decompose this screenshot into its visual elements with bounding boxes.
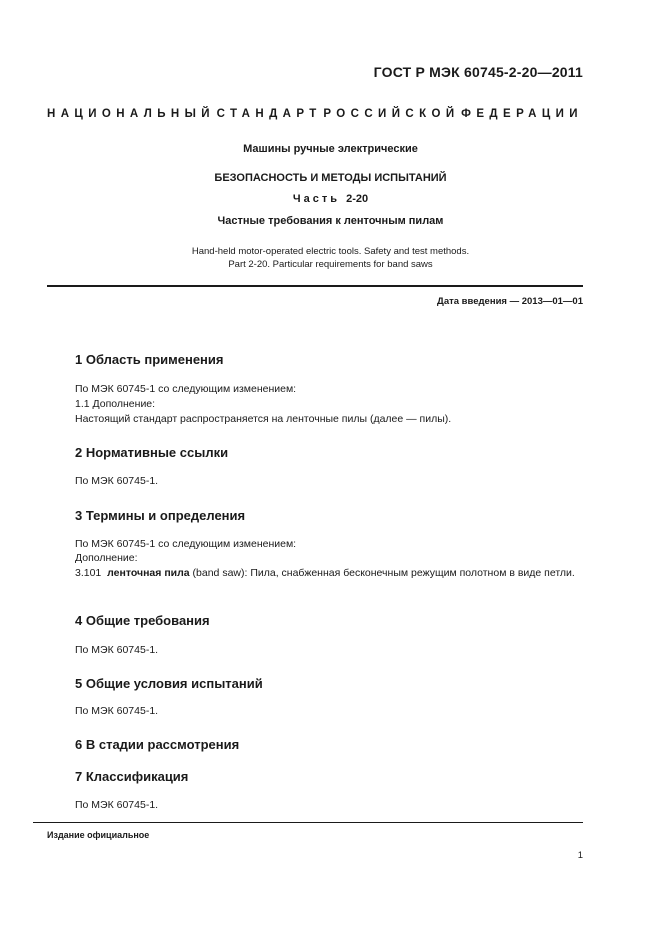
section-text: Настоящий стандарт распространяется на ленточные пилы (далее — пилы). (75, 413, 452, 425)
page-number: 1 (577, 850, 583, 861)
section-text: 1.1 Дополнение: (75, 398, 156, 410)
section-text: По МЭК 60745-1. (75, 799, 159, 811)
section-text: По МЭК 60745-1 со следующим изменением: (75, 383, 297, 395)
section-text: Дополнение: (75, 552, 138, 564)
standard-banner (47, 108, 583, 120)
title-line-1: Машины ручные электрические (243, 143, 418, 155)
definition-text: (band saw): Пила, снабженная бесконечным режущим полотном в виде петли. (192, 567, 575, 579)
footer-divider (33, 822, 583, 823)
official-edition-note: Издание официальное (47, 830, 150, 840)
title-line-4: Частные требования к ленточным пилам (217, 215, 444, 227)
section-heading: 4 Общие требования (75, 613, 210, 628)
part-label (0, 193, 661, 205)
banner-word: СТАНДАРТ (216, 108, 322, 120)
english-title-line-1: Hand-held motor-operated electric tools. Safety and test methods. (191, 246, 470, 257)
part-number: 2-20 (346, 193, 369, 205)
document-code: ГОСТ Р МЭК 60745-2-20—2011 (373, 64, 583, 80)
section-heading: 5 Общие условия испытаний (75, 676, 263, 691)
definition-paragraph (33, 565, 583, 582)
definition-number: 3.101 (75, 567, 102, 579)
section-heading: 2 Нормативные ссылки (75, 445, 229, 460)
part-word: Часть (292, 193, 340, 205)
banner-word: РОССИЙСКОЙ (323, 108, 460, 120)
banner-word: ФЕДЕРАЦИИ (461, 108, 583, 120)
section-heading: 7 Классификация (75, 769, 189, 784)
header-divider (47, 285, 583, 287)
section-text: По МЭК 60745-1 со следующим изменением: (75, 538, 297, 550)
section-text: По МЭК 60745-1. (75, 475, 159, 487)
section-text: По МЭК 60745-1. (75, 705, 159, 717)
title-line-2: БЕЗОПАСНОСТЬ И МЕТОДЫ ИСПЫТАНИЙ (214, 172, 447, 184)
definition-term: ленточная пила (107, 567, 190, 579)
section-heading: 6 В стадии рассмотрения (75, 737, 240, 752)
section-heading: 3 Термины и определения (75, 508, 246, 523)
section-heading: 1 Область применения (75, 352, 224, 367)
section-text: По МЭК 60745-1. (75, 644, 159, 656)
banner-word: НАЦИОНАЛЬНЫЙ (47, 108, 215, 120)
effective-date: Дата введения — 2013—01—01 (437, 296, 583, 307)
english-title-line-2: Part 2-20. Particular requirements for band saws (228, 259, 433, 270)
